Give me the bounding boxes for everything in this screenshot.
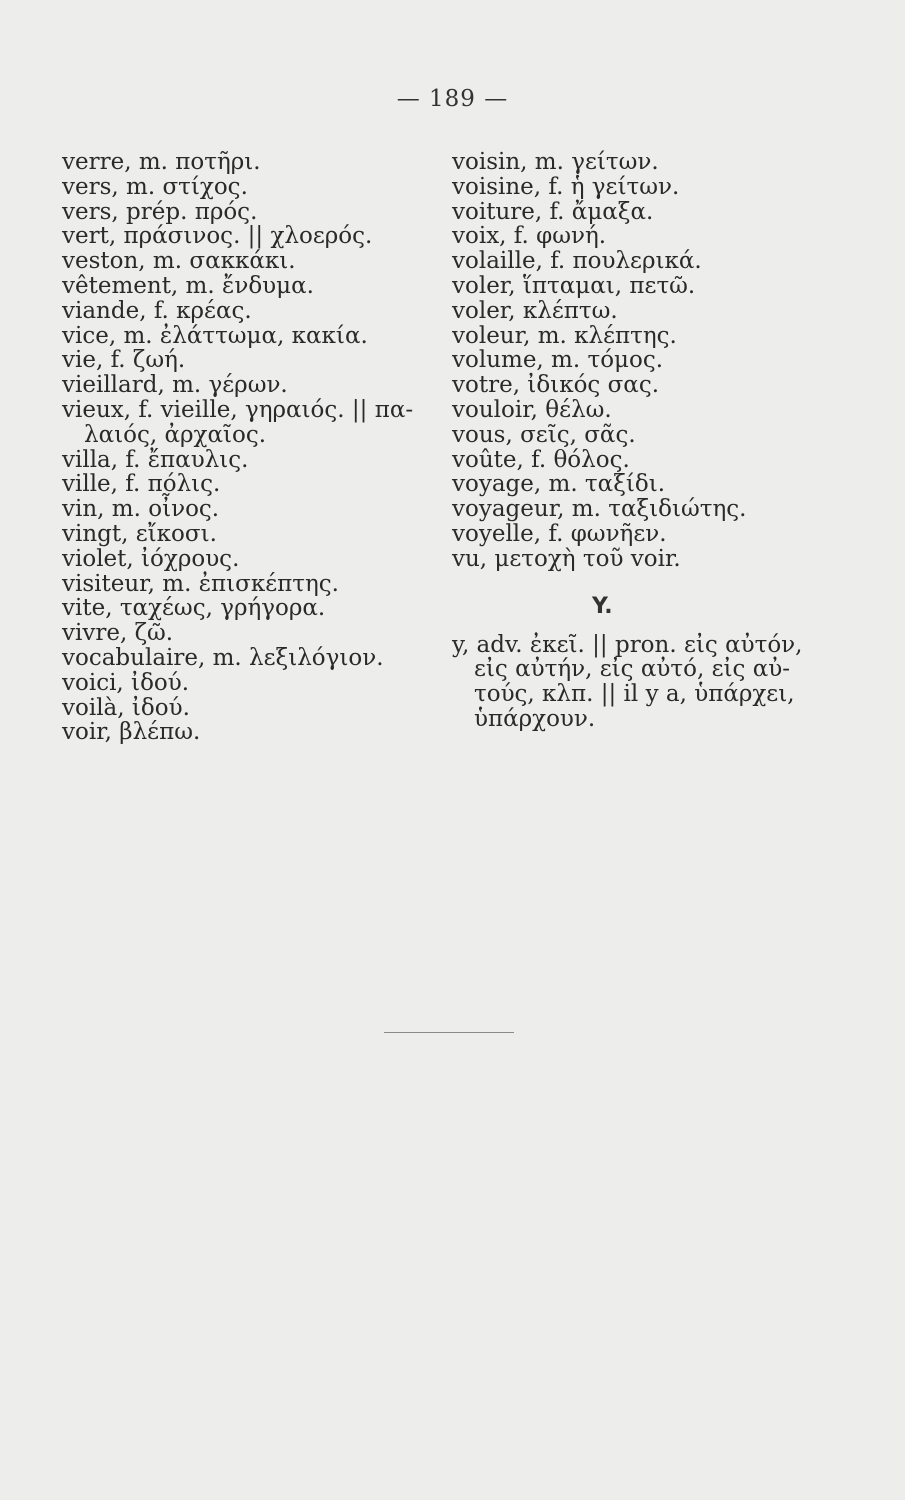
dictionary-entry-continuation: ὑπάρχουν. [474, 705, 596, 732]
dictionary-entry: y, adv. ἐκεῖ. || pron. εἰς αὐτόν, [452, 631, 803, 658]
dictionary-entry: votre, ἰδικός σας. [452, 372, 660, 399]
dictionary-entry: voyage, m. ταξίδι. [452, 471, 666, 498]
dictionary-entry: veston, m. σακκάκι. [62, 248, 296, 275]
dictionary-entry: voix, f. φωνή. [452, 223, 607, 250]
dictionary-entry: voler, ἵπταμαι, πετῶ. [452, 272, 696, 299]
dictionary-entry: vin, m. οἶνος. [62, 496, 220, 523]
dictionary-entry: viande, f. κρέας. [62, 297, 252, 324]
dictionary-entry: vu, μετοχὴ τοῦ voir. [452, 545, 681, 572]
dictionary-entry: vert, πράσινος. || χλοερός. [62, 223, 373, 250]
dictionary-entry: vouloir, θέλω. [452, 396, 612, 423]
dictionary-entry-continuation: εἰς αὐτήν, εἰς αὐτό, εἰς αὐ- [474, 656, 790, 683]
dictionary-entry: voir, βλέπω. [62, 719, 201, 746]
dictionary-entry: vingt, εἴκοσι. [62, 520, 217, 547]
dictionary-entry: vocabulaire, m. λεξιλόγιον. [62, 644, 384, 671]
dictionary-entry: vous, σεῖς, σᾶς. [452, 421, 636, 448]
dictionary-entry: voilà, ἰδού. [62, 694, 190, 721]
dictionary-entry: voler, κλέπτω. [452, 297, 618, 324]
dictionary-entry-continuation: τούς, κλπ. || il y a, ὑπάρχει, [474, 681, 795, 708]
dictionary-entry: voleur, m. κλέπτης. [452, 322, 677, 349]
dictionary-entry: vice, m. ἐλάττωμα, κακία. [62, 322, 368, 349]
dictionary-entry: villa, f. ἔπαυλις. [62, 446, 249, 473]
dictionary-entry: violet, ἰόχρους. [62, 545, 240, 572]
page-number: — 189 — [396, 86, 509, 112]
dictionary-entry: voyelle, f. φωνῆεν. [452, 520, 667, 547]
dictionary-entry: vite, ταχέως, γρήγορα. [62, 595, 326, 622]
dictionary-entry: vêtement, m. ἔνδυμα. [62, 272, 314, 299]
left-column [62, 150, 442, 745]
dictionary-entry: volaille, f. πουλερικά. [452, 248, 702, 275]
dictionary-entry: voûte, f. θόλος. [452, 446, 630, 473]
dictionary-entry-continuation: λαιός, ἀρχαῖος. [84, 421, 267, 448]
dictionary-entry: voisine, f. ἡ γείτων. [452, 173, 680, 200]
dictionary-entry: vieillard, m. γέρων. [62, 372, 288, 399]
dictionary-entry: vieux, f. vieille, γηραιός. || πα- [62, 396, 414, 423]
dictionary-entry: ville, f. πόλις. [62, 471, 221, 498]
dictionary-entry: voici, ἰδού. [62, 669, 190, 696]
dictionary-entry: voiture, f. ἄμαξα. [452, 198, 654, 225]
dictionary-entry: voisin, m. γείτων. [452, 149, 659, 175]
section-letter-heading: Y. [592, 593, 613, 619]
dictionary-entry: verre, m. ποτῆρι. [62, 149, 261, 175]
dictionary-entry: vers, prép. πρός. [62, 198, 258, 225]
dictionary-entry: vers, m. στίχος. [62, 173, 248, 200]
dictionary-entry: vivre, ζῶ. [62, 620, 174, 647]
section-divider-rule [384, 1032, 514, 1033]
dictionary-entry: voyageur, m. ταξιδιώτης. [452, 496, 747, 523]
dictionary-entry: volume, m. τόμος. [452, 347, 664, 374]
dictionary-entry: visiteur, m. ἐπισκέπτης. [62, 570, 339, 597]
right-column [452, 150, 872, 732]
dictionary-entry: vie, f. ζωή. [62, 347, 186, 374]
